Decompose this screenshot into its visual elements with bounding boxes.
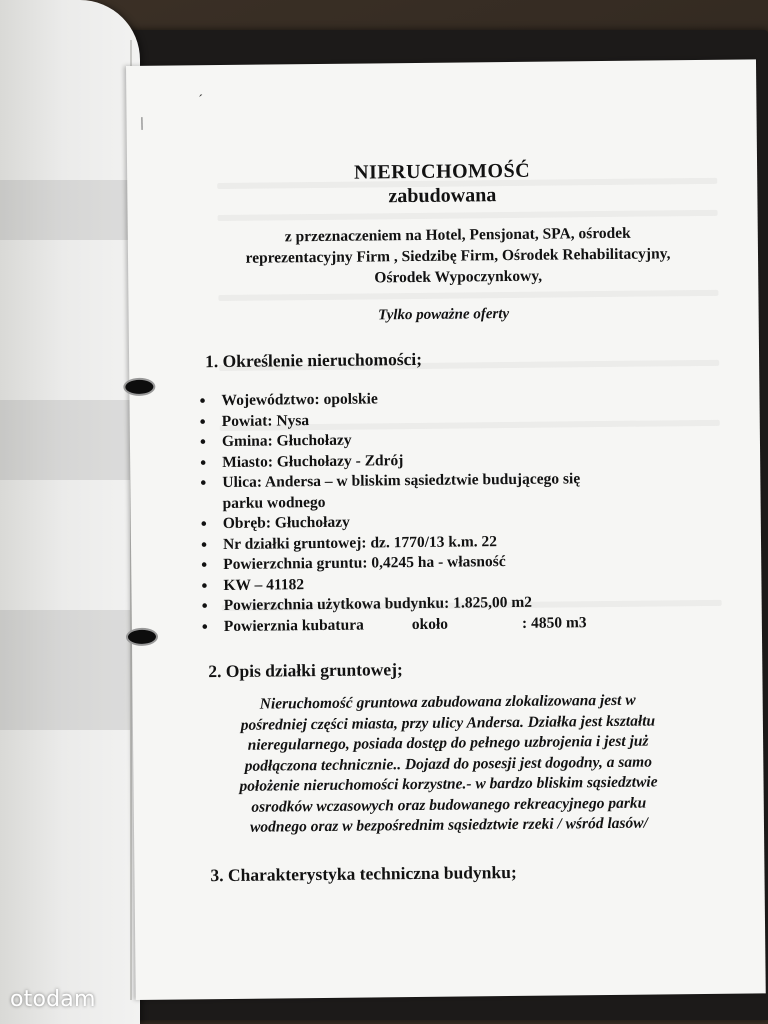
pen-mark: | xyxy=(140,115,144,131)
property-land-register: KW – 41182 xyxy=(223,575,305,594)
list-item xyxy=(200,469,585,514)
property-street-continuation: parku wodnego xyxy=(222,493,326,512)
property-volume-value: : 4850 m3 xyxy=(521,613,587,632)
property-commune: Gmina: Głuchołazy xyxy=(221,431,352,451)
left-page-smudge xyxy=(0,400,130,480)
description-line: położenie nieruchomości korzystne.- w bardzo bliskim sąsiedztwie xyxy=(239,773,658,795)
property-voivodeship: Województwo: opolskie xyxy=(221,390,378,410)
description-line: podłączona technicznie.. Dojazd do posesji jest dogodny, a samo xyxy=(244,753,652,775)
description-line: pośredniej części miasta, przy ulicy Andersa. Działka jest kształtu xyxy=(240,711,656,734)
document-subtitle: zabudowana xyxy=(388,184,497,208)
bleed-through-line xyxy=(218,290,718,301)
section-heading-building: 3. Charakterystyka techniczna budynku; xyxy=(210,861,517,886)
pen-mark: ˊ xyxy=(198,93,204,109)
description-line: Nieruchomość gruntowa zabudowana zlokalizowana jest w xyxy=(259,691,636,713)
section-heading-plot: 2. Opis działki gruntowej; xyxy=(208,659,403,682)
purpose-paragraph xyxy=(158,221,759,290)
purpose-line: Ośrodek Wypoczynkowy, xyxy=(374,267,543,287)
property-city: Miasto: Głuchołazy - Zdrój xyxy=(222,451,404,471)
property-volume-approx: około xyxy=(411,615,449,633)
section-heading-property: 1. Określenie nieruchomości; xyxy=(204,348,423,372)
plot-description xyxy=(133,689,764,839)
description-line: wodnego oraz w bezpośrednim sąsiedztwie rzeki / wśród lasów/ xyxy=(249,814,648,836)
property-usable-area: Powierzchnia użytkowa budynku: 1.825,00 m2 xyxy=(223,593,533,615)
property-county: Powiat: Nysa xyxy=(221,411,310,430)
list-item xyxy=(202,613,587,638)
property-details-list xyxy=(199,387,586,637)
binder-ring-hole xyxy=(123,378,155,396)
bleed-through-line xyxy=(218,210,718,221)
property-volume-label: • Powierznia kubatura xyxy=(223,616,364,635)
left-page-stack xyxy=(0,0,140,1024)
left-page-smudge xyxy=(0,610,130,730)
description-line: osrodków wczasowych oraz budowanego rekreacyjnego parku xyxy=(251,794,647,816)
property-street: Ulica: Andersa – w bliskim sąsiedztwie budującego się xyxy=(222,470,581,492)
document-page xyxy=(126,59,766,1000)
property-plot-number: Nr działki gruntowej: dz. 1770/13 k.m. 22 xyxy=(222,532,498,553)
binder-ring-hole xyxy=(126,628,158,646)
purpose-line: reprezentacyjny Firm , Siedzibę Firm, Ośrodek Rehabilitacyjny, xyxy=(245,245,671,267)
purpose-line: z przeznaczeniem na Hotel, Pensjonat, SPA, ośrodek xyxy=(284,224,631,246)
document-title: NIERUCHOMOŚĆ xyxy=(353,159,531,184)
description-line: nieregularnego, posiada dostęp do pełnego uzbrojenia i jest już xyxy=(247,732,649,754)
offer-note: Tylko poważne oferty xyxy=(377,306,510,324)
property-land-area: Powierzchnia gruntu: 0,4245 ha - własność xyxy=(223,553,506,574)
property-precinct: Obręb: Głuchołazy xyxy=(222,513,350,533)
left-page-smudge xyxy=(0,180,130,240)
watermark-logo: otodam xyxy=(10,987,96,1012)
